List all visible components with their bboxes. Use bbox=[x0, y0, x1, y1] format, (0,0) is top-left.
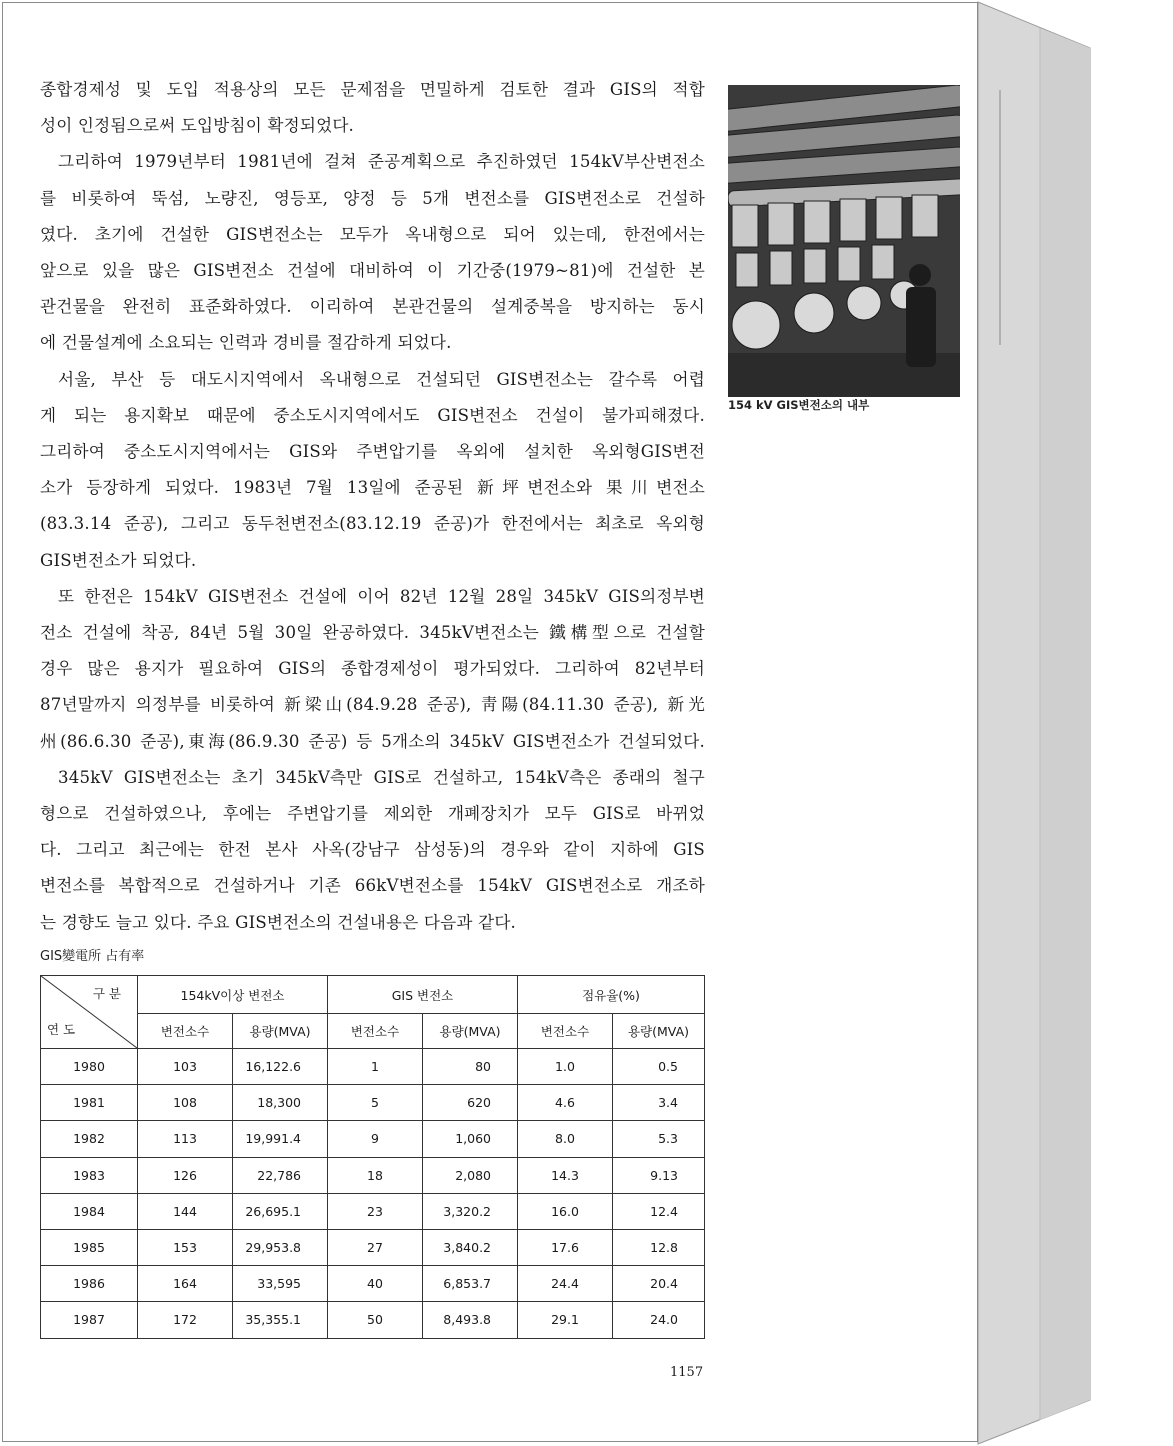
table-cell: 144 bbox=[138, 1193, 233, 1229]
table-row bbox=[41, 1266, 705, 1302]
corner-top-label: 구 분 bbox=[92, 986, 121, 1001]
year-cell: 1985 bbox=[41, 1229, 138, 1265]
table-corner-header bbox=[41, 976, 138, 1049]
table-cell: 12.8 bbox=[613, 1229, 705, 1265]
group-header-154kv: 154kV이상 변전소 bbox=[138, 976, 328, 1014]
table-cell: 2,080 bbox=[423, 1157, 518, 1193]
table-cell: 12.4 bbox=[613, 1193, 705, 1229]
body-line: 소가 등장하게 되었다. 1983년 7월 13일에 준공된 新坪변전소와 果川변전소 bbox=[40, 478, 705, 498]
table-cell: 9.13 bbox=[613, 1157, 705, 1193]
body-line: 에 건물설계에 소요되는 인력과 경비를 절감하게 되었다. bbox=[40, 333, 452, 353]
table-cell: 50 bbox=[328, 1302, 423, 1338]
year-cell: 1984 bbox=[41, 1193, 138, 1229]
subheader-count: 변전소수 bbox=[328, 1014, 423, 1049]
year-cell: 1981 bbox=[41, 1085, 138, 1121]
body-line: 87년말까지 의정부를 비롯하여 新梁山(84.9.28 준공), 靑陽(84.11.30 준공), 新光 bbox=[40, 695, 705, 715]
body-line: 형으로 건설하였으나, 후에는 주변압기를 제외한 개폐장치가 모두 GIS로 바뀌었 bbox=[40, 804, 705, 823]
table-cell: 27 bbox=[328, 1229, 423, 1265]
table-cell: 18 bbox=[328, 1157, 423, 1193]
subheader-capacity: 용량(MVA) bbox=[233, 1014, 328, 1049]
body-line: 게 되는 용지확보 때문에 중소도시지역에서도 GIS변전소 건설이 불가피해졌다. bbox=[40, 405, 705, 425]
table-row bbox=[41, 1121, 705, 1157]
table-cell: 153 bbox=[138, 1229, 233, 1265]
subheader-count: 변전소수 bbox=[518, 1014, 613, 1049]
body-line: 종합경제성 및 도입 적용상의 모든 문제점을 면밀하게 검토한 결과 GIS의 적합 bbox=[40, 80, 705, 99]
body-line: 다. 그리고 최근에는 한전 본사 사옥(강남구 삼성동)의 경우와 같이 지하에 GIS bbox=[40, 840, 705, 860]
table-cell: 22,786 bbox=[233, 1157, 328, 1193]
table-cell: 16.0 bbox=[518, 1193, 613, 1229]
table-cell: 164 bbox=[138, 1266, 233, 1302]
table-cell: 23 bbox=[328, 1193, 423, 1229]
table-cell: 24.4 bbox=[518, 1266, 613, 1302]
table-cell: 19,991.4 bbox=[233, 1121, 328, 1157]
table-cell: 40 bbox=[328, 1266, 423, 1302]
body-line: 경우 많은 용지가 필요하여 GIS의 종합경제성이 평가되었다. 그리하여 82년부터 bbox=[40, 659, 705, 679]
body-line: 州(86.6.30 준공),東海(86.9.30 준공) 등 5개소의 345kV GIS변전소가 건설되었다. bbox=[40, 731, 705, 751]
table-title: GIS變電所 占有率 bbox=[40, 949, 145, 964]
body-line: 전소 건설에 착공, 84년 5월 30일 완공하였다. 345kV변전소는 鐵構型으로 건설할 bbox=[40, 623, 705, 642]
table-cell: 0.5 bbox=[613, 1049, 705, 1085]
table-cell: 17.6 bbox=[518, 1229, 613, 1265]
table-cell: 5 bbox=[328, 1085, 423, 1121]
table-row bbox=[41, 1157, 705, 1193]
table-cell: 9 bbox=[328, 1121, 423, 1157]
year-cell: 1982 bbox=[41, 1121, 138, 1157]
table-cell: 6,853.7 bbox=[423, 1266, 518, 1302]
body-line: 345kV GIS변전소는 초기 345kV측만 GIS로 건설하고, 154kV측은 종래의 철구 bbox=[58, 767, 705, 787]
table-row bbox=[41, 1049, 705, 1085]
substation-photo bbox=[728, 85, 960, 397]
table-row bbox=[41, 1193, 705, 1229]
table-cell: 29.1 bbox=[518, 1302, 613, 1338]
subheader-count: 변전소수 bbox=[138, 1014, 233, 1049]
table-cell: 3,840.2 bbox=[423, 1229, 518, 1265]
table-cell: 3.4 bbox=[613, 1085, 705, 1121]
year-cell: 1987 bbox=[41, 1302, 138, 1338]
table-body bbox=[41, 1049, 705, 1339]
body-line: 는 경향도 늘고 있다. 주요 GIS변전소의 건설내용은 다음과 같다. bbox=[40, 912, 517, 932]
table-row bbox=[41, 1302, 705, 1338]
year-cell: 1980 bbox=[41, 1049, 138, 1085]
photo-caption: 154 kV GIS변전소의 내부 bbox=[728, 398, 870, 412]
body-line: 그리하여 중소도시지역에서는 GIS와 주변압기를 옥외에 설치한 옥외형GIS변전 bbox=[40, 442, 705, 461]
table-cell: 620 bbox=[423, 1085, 518, 1121]
table-cell: 18,300 bbox=[233, 1085, 328, 1121]
corner-bottom-label: 연 도 bbox=[47, 1022, 76, 1037]
body-line: 였다. 초기에 건설한 GIS변전소는 모두가 옥내형으로 되어 있는데, 한전에서는 bbox=[40, 224, 705, 244]
body-line: 앞으로 있을 많은 GIS변전소 건설에 대비하여 이 기간중(1979~81)에 건설한 본 bbox=[40, 261, 705, 280]
table-cell: 24.0 bbox=[613, 1302, 705, 1338]
table-cell: 113 bbox=[138, 1121, 233, 1157]
table-cell: 8,493.8 bbox=[423, 1302, 518, 1338]
table-cell: 1,060 bbox=[423, 1121, 518, 1157]
body-line: (83.3.14 준공), 그리고 동두천변전소(83.12.19 준공)가 한전에서는 최초로 옥외형 bbox=[40, 514, 705, 534]
subheader-capacity: 용량(MVA) bbox=[613, 1014, 705, 1049]
body-line: 를 비롯하여 뚝섬, 노량진, 영등포, 양정 등 5개 변전소를 GIS변전소로 건설하 bbox=[40, 188, 705, 208]
table-cell: 8.0 bbox=[518, 1121, 613, 1157]
table-cell: 103 bbox=[138, 1049, 233, 1085]
table-cell: 108 bbox=[138, 1085, 233, 1121]
group-header-gis: GIS 변전소 bbox=[328, 976, 518, 1014]
table-cell: 35,355.1 bbox=[233, 1302, 328, 1338]
year-cell: 1986 bbox=[41, 1266, 138, 1302]
body-line: 서울, 부산 등 대도시지역에서 옥내형으로 건설되던 GIS변전소는 갈수록 어렵 bbox=[58, 369, 705, 389]
table-cell: 14.3 bbox=[518, 1157, 613, 1193]
body-line: 관건물을 완전히 표준화하였다. 이리하여 본관건물의 설계중복을 방지하는 동시 bbox=[40, 297, 705, 317]
table-cell: 16,122.6 bbox=[233, 1049, 328, 1085]
table-row bbox=[41, 1085, 705, 1121]
table-cell: 126 bbox=[138, 1157, 233, 1193]
body-line: 변전소를 복합적으로 건설하거나 기존 66kV변전소를 154kV GIS변전소로 개조하 bbox=[40, 876, 705, 896]
body-line: 성이 인정됨으로써 도입방침이 확정되었다. bbox=[40, 116, 355, 136]
table-cell: 5.3 bbox=[613, 1121, 705, 1157]
table-cell: 33,595 bbox=[233, 1266, 328, 1302]
body-line: 그리하여 1979년부터 1981년에 걸쳐 준공계획으로 추진하였던 154kV부산변전소 bbox=[58, 152, 705, 172]
table-cell: 1.0 bbox=[518, 1049, 613, 1085]
year-cell: 1983 bbox=[41, 1157, 138, 1193]
gis-share-table bbox=[40, 975, 705, 1339]
table-cell: 3,320.2 bbox=[423, 1193, 518, 1229]
table-cell: 29,953.8 bbox=[233, 1229, 328, 1265]
table-cell: 4.6 bbox=[518, 1085, 613, 1121]
group-header-share: 점유율(%) bbox=[518, 976, 705, 1014]
page-number: 1157 bbox=[670, 1365, 704, 1380]
table-row bbox=[41, 1229, 705, 1265]
body-line: GIS변전소가 되었다. bbox=[40, 550, 197, 570]
table-cell: 172 bbox=[138, 1302, 233, 1338]
table-cell: 1 bbox=[328, 1049, 423, 1085]
table-cell: 26,695.1 bbox=[233, 1193, 328, 1229]
table-cell: 20.4 bbox=[613, 1266, 705, 1302]
table-cell: 80 bbox=[423, 1049, 518, 1085]
subheader-capacity: 용량(MVA) bbox=[423, 1014, 518, 1049]
body-line: 또 한전은 154kV GIS변전소 건설에 이어 82년 12월 28일 345kV GIS의정부변 bbox=[58, 586, 705, 606]
